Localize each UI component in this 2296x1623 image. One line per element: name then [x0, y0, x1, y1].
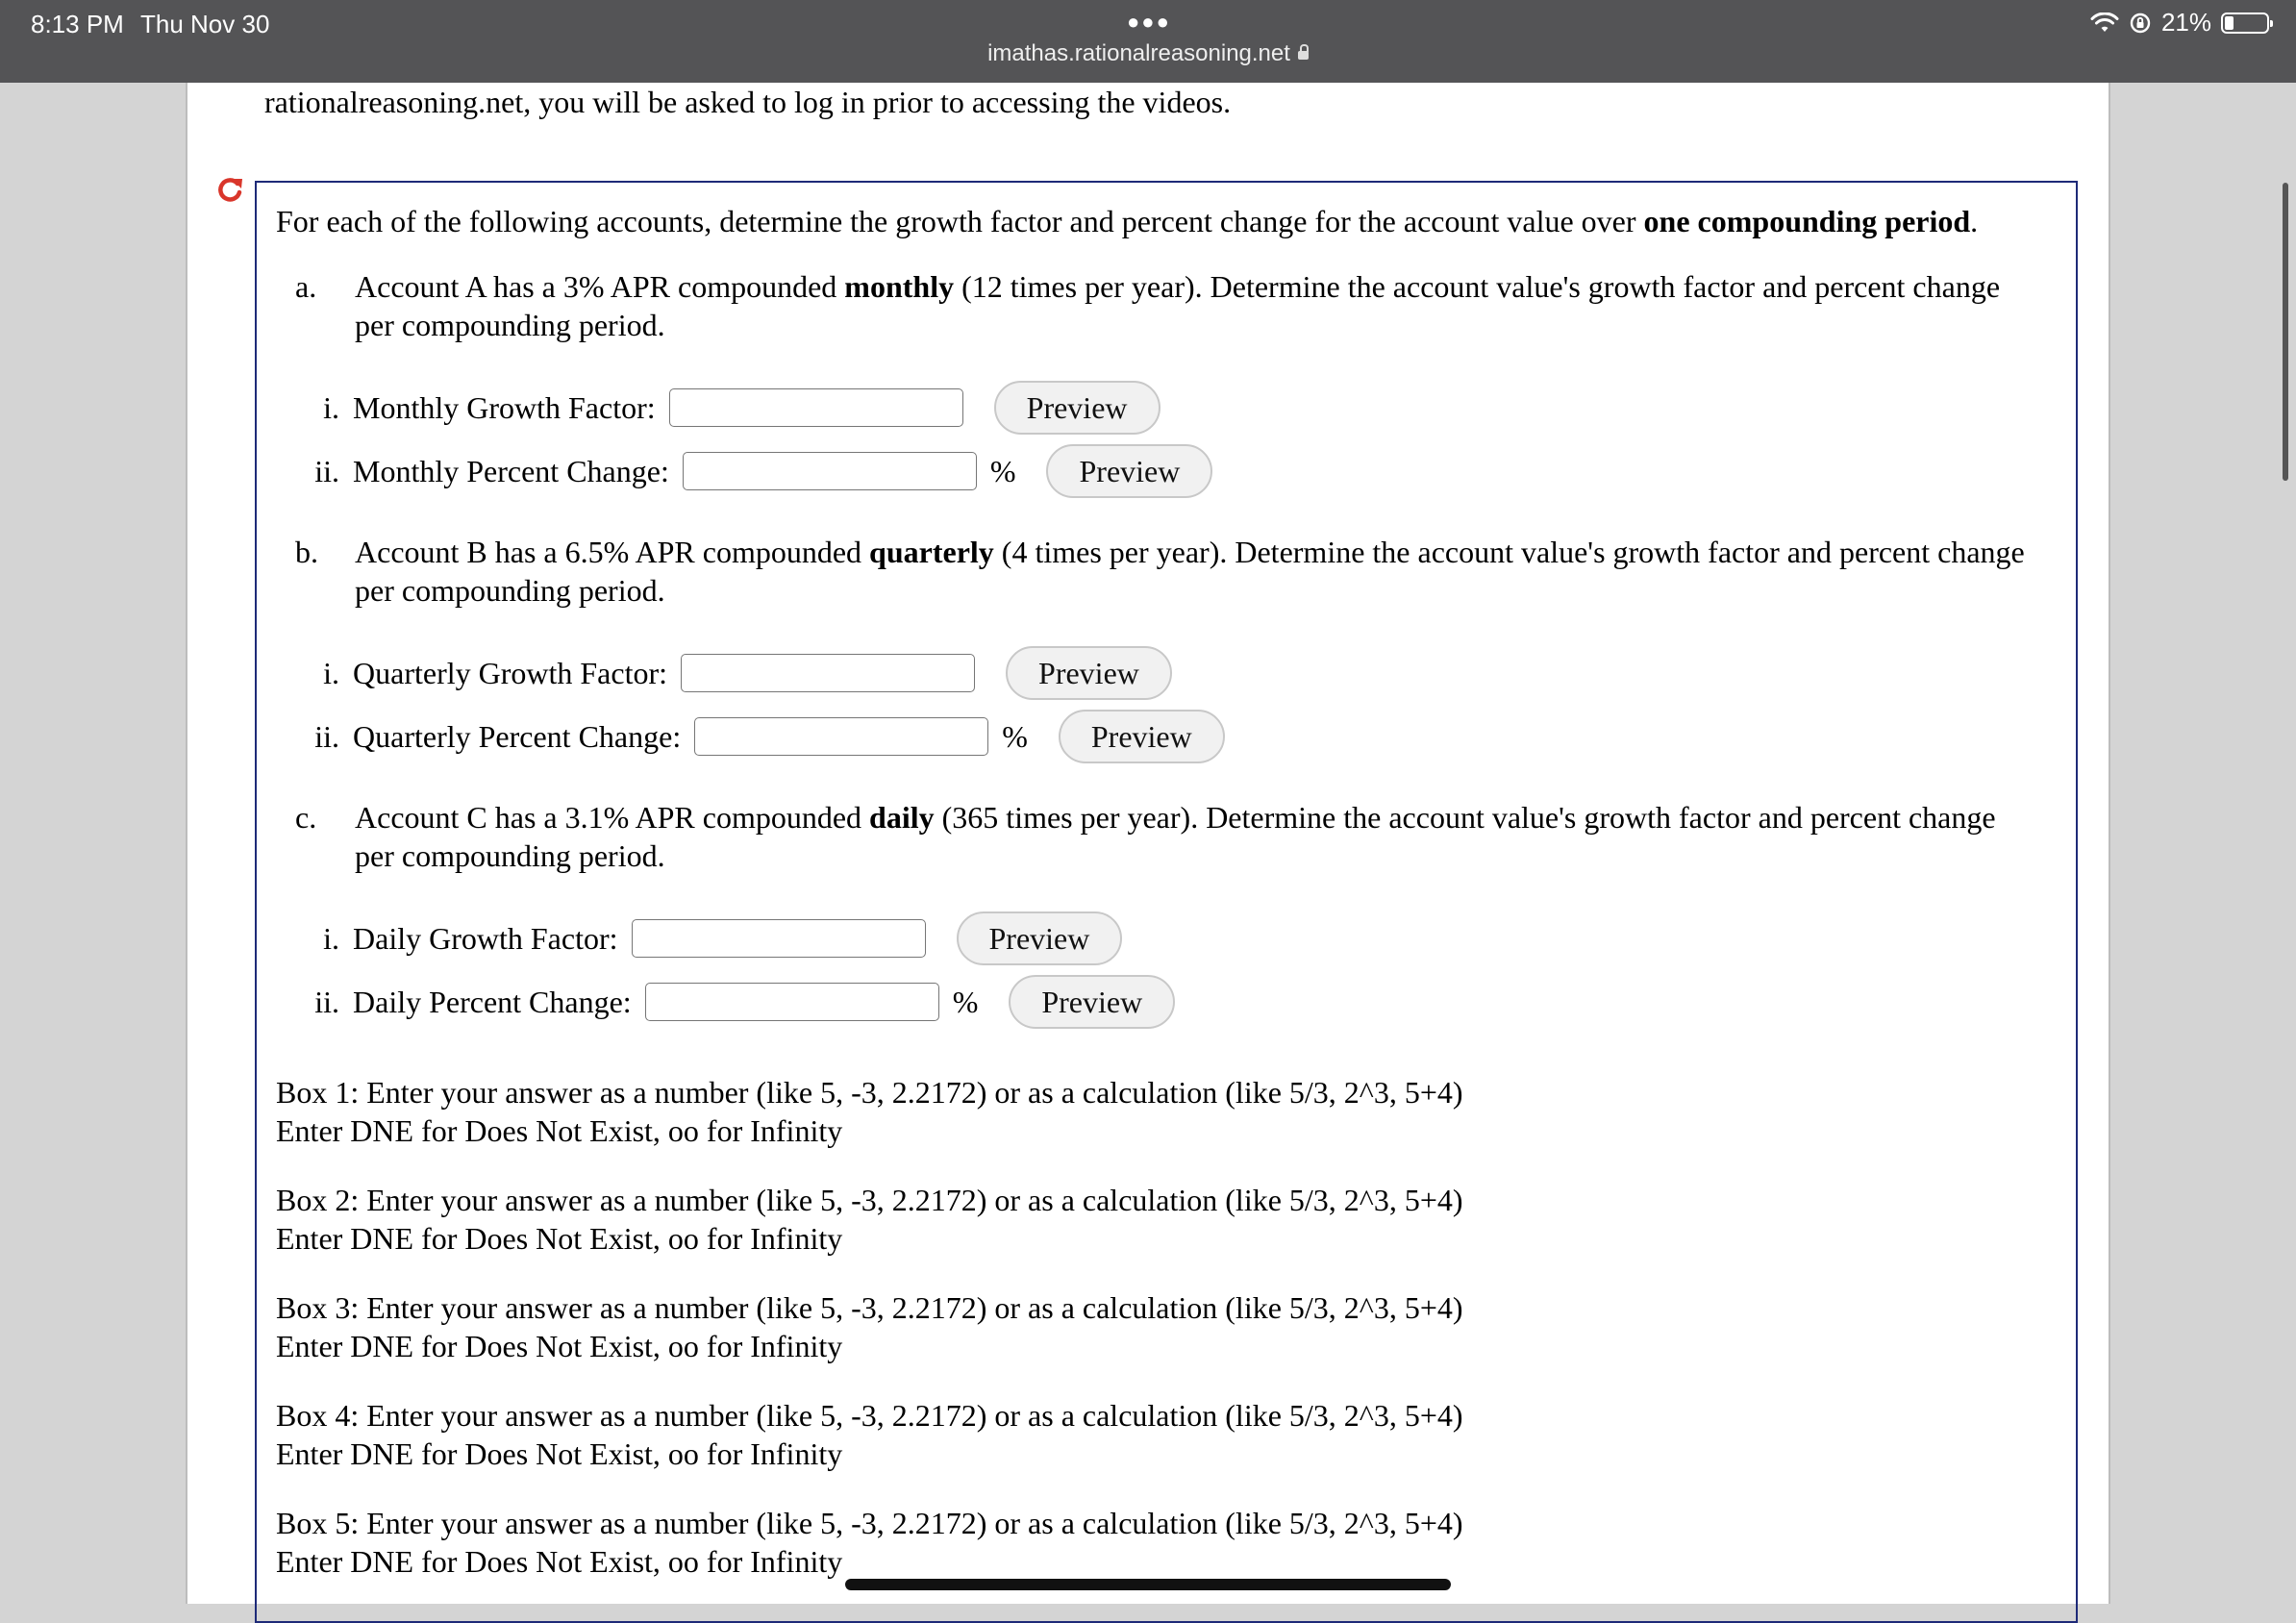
row-label: Daily Growth Factor: [353, 920, 618, 956]
part-text: Account C has a 3.1% APR compounded daily (365 times per year). Determine the account value's growth factor and percent change per compounding period. [355, 800, 1996, 873]
page-content [186, 83, 2110, 1604]
preview-button[interactable]: Preview [1006, 646, 1172, 700]
lock-icon [1298, 51, 1309, 60]
daily-percent-change-input[interactable] [645, 983, 939, 1021]
monthly-growth-factor-input[interactable] [669, 388, 963, 427]
hint-box-4: Box 4: Enter your answer as a number (like 5, -3, 2.2172) or as a calculation (like 5/3, 2^3, 5+4) Enter DNE for Does Not Exist, oo for Infinity [276, 1398, 1463, 1471]
row-roman: i. [323, 920, 339, 956]
row-roman: i. [323, 389, 339, 425]
row-label: Monthly Percent Change: [353, 453, 669, 488]
status-date: Thu Nov 30 [140, 10, 270, 38]
row-label: Monthly Growth Factor: [353, 389, 656, 425]
answer-row [299, 973, 1175, 1031]
part-text: Account A has a 3% APR compounded monthly (12 times per year). Determine the account value's growth factor and percent change per compounding period. [355, 269, 2001, 342]
row-label: Quarterly Growth Factor: [353, 655, 668, 690]
answer-row [299, 708, 1225, 765]
rotation-lock-icon [2129, 12, 2152, 35]
part-b [295, 533, 2026, 610]
percent-suffix: % [989, 453, 1016, 488]
part-letter: a. [295, 269, 317, 304]
prompt-text: For each of the following accounts, determine the growth factor and percent change for the account value over [276, 204, 1644, 238]
scrollbar[interactable] [2283, 183, 2288, 481]
part-text: Account B has a 6.5% APR compounded quarterly (4 times per year). Determine the account value's growth factor and percent change per compounding period. [355, 535, 2025, 608]
status-bar [0, 0, 2296, 83]
part-c [295, 798, 2026, 875]
part-a [295, 267, 2026, 344]
prompt-end: . [1970, 204, 1979, 238]
row-roman: ii. [314, 984, 339, 1019]
hint-box-5: Box 5: Enter your answer as a number (like 5, -3, 2.2172) or as a calculation (like 5/3, 2^3, 5+4) Enter DNE for Does Not Exist, oo for Infinity [276, 1506, 1463, 1579]
hint-box-2: Box 2: Enter your answer as a number (like 5, -3, 2.2172) or as a calculation (like 5/3, 2^3, 5+4) Enter DNE for Does Not Exist, oo for Infinity [276, 1183, 1463, 1256]
part-letter: c. [295, 800, 317, 835]
quarterly-growth-factor-input[interactable] [681, 654, 975, 692]
quarterly-percent-change-input[interactable] [694, 717, 988, 756]
preview-button[interactable]: Preview [1059, 710, 1225, 763]
row-label: Quarterly Percent Change: [353, 718, 682, 754]
answer-row [299, 442, 1212, 500]
row-roman: ii. [314, 718, 339, 754]
intro-text: rationalreasoning.net, you will be asked to log in prior to accessing the videos. [264, 85, 1232, 119]
address-bar[interactable] [0, 40, 2296, 67]
home-indicator[interactable] [845, 1579, 1451, 1590]
url-text: imathas.rationalreasoning.net [987, 40, 1290, 66]
answer-format-hints [276, 1073, 1463, 1611]
retry-icon[interactable] [216, 175, 245, 204]
preview-button[interactable]: Preview [994, 381, 1160, 435]
battery-icon [2221, 12, 2269, 34]
answer-row [299, 644, 1172, 702]
preview-button[interactable]: Preview [1046, 444, 1212, 498]
percent-suffix: % [952, 984, 979, 1019]
status-time: 8:13 PM [31, 10, 124, 38]
row-roman: ii. [314, 453, 339, 488]
part-letter: b. [295, 535, 318, 569]
wifi-icon [2090, 12, 2119, 34]
daily-growth-factor-input[interactable] [632, 919, 926, 958]
more-dots-icon[interactable]: ●●● [1127, 10, 1171, 34]
answer-row [299, 379, 1160, 437]
percent-suffix: % [1002, 718, 1028, 754]
hint-box-1: Box 1: Enter your answer as a number (like 5, -3, 2.2172) or as a calculation (like 5/3, 2^3, 5+4) Enter DNE for Does Not Exist, oo for Infinity [276, 1075, 1463, 1148]
prompt-bold: one compounding period [1643, 204, 1971, 238]
monthly-percent-change-input[interactable] [683, 452, 977, 490]
battery-percent: 21% [2160, 8, 2211, 37]
question-prompt [276, 202, 2064, 240]
hint-box-3: Box 3: Enter your answer as a number (like 5, -3, 2.2172) or as a calculation (like 5/3, 2^3, 5+4) Enter DNE for Does Not Exist, oo for Infinity [276, 1290, 1463, 1363]
row-label: Daily Percent Change: [353, 984, 632, 1019]
answer-row [299, 910, 1122, 967]
preview-button[interactable]: Preview [957, 911, 1123, 965]
row-roman: i. [323, 655, 339, 690]
question-box [255, 181, 2078, 1623]
preview-button[interactable]: Preview [1009, 975, 1175, 1029]
